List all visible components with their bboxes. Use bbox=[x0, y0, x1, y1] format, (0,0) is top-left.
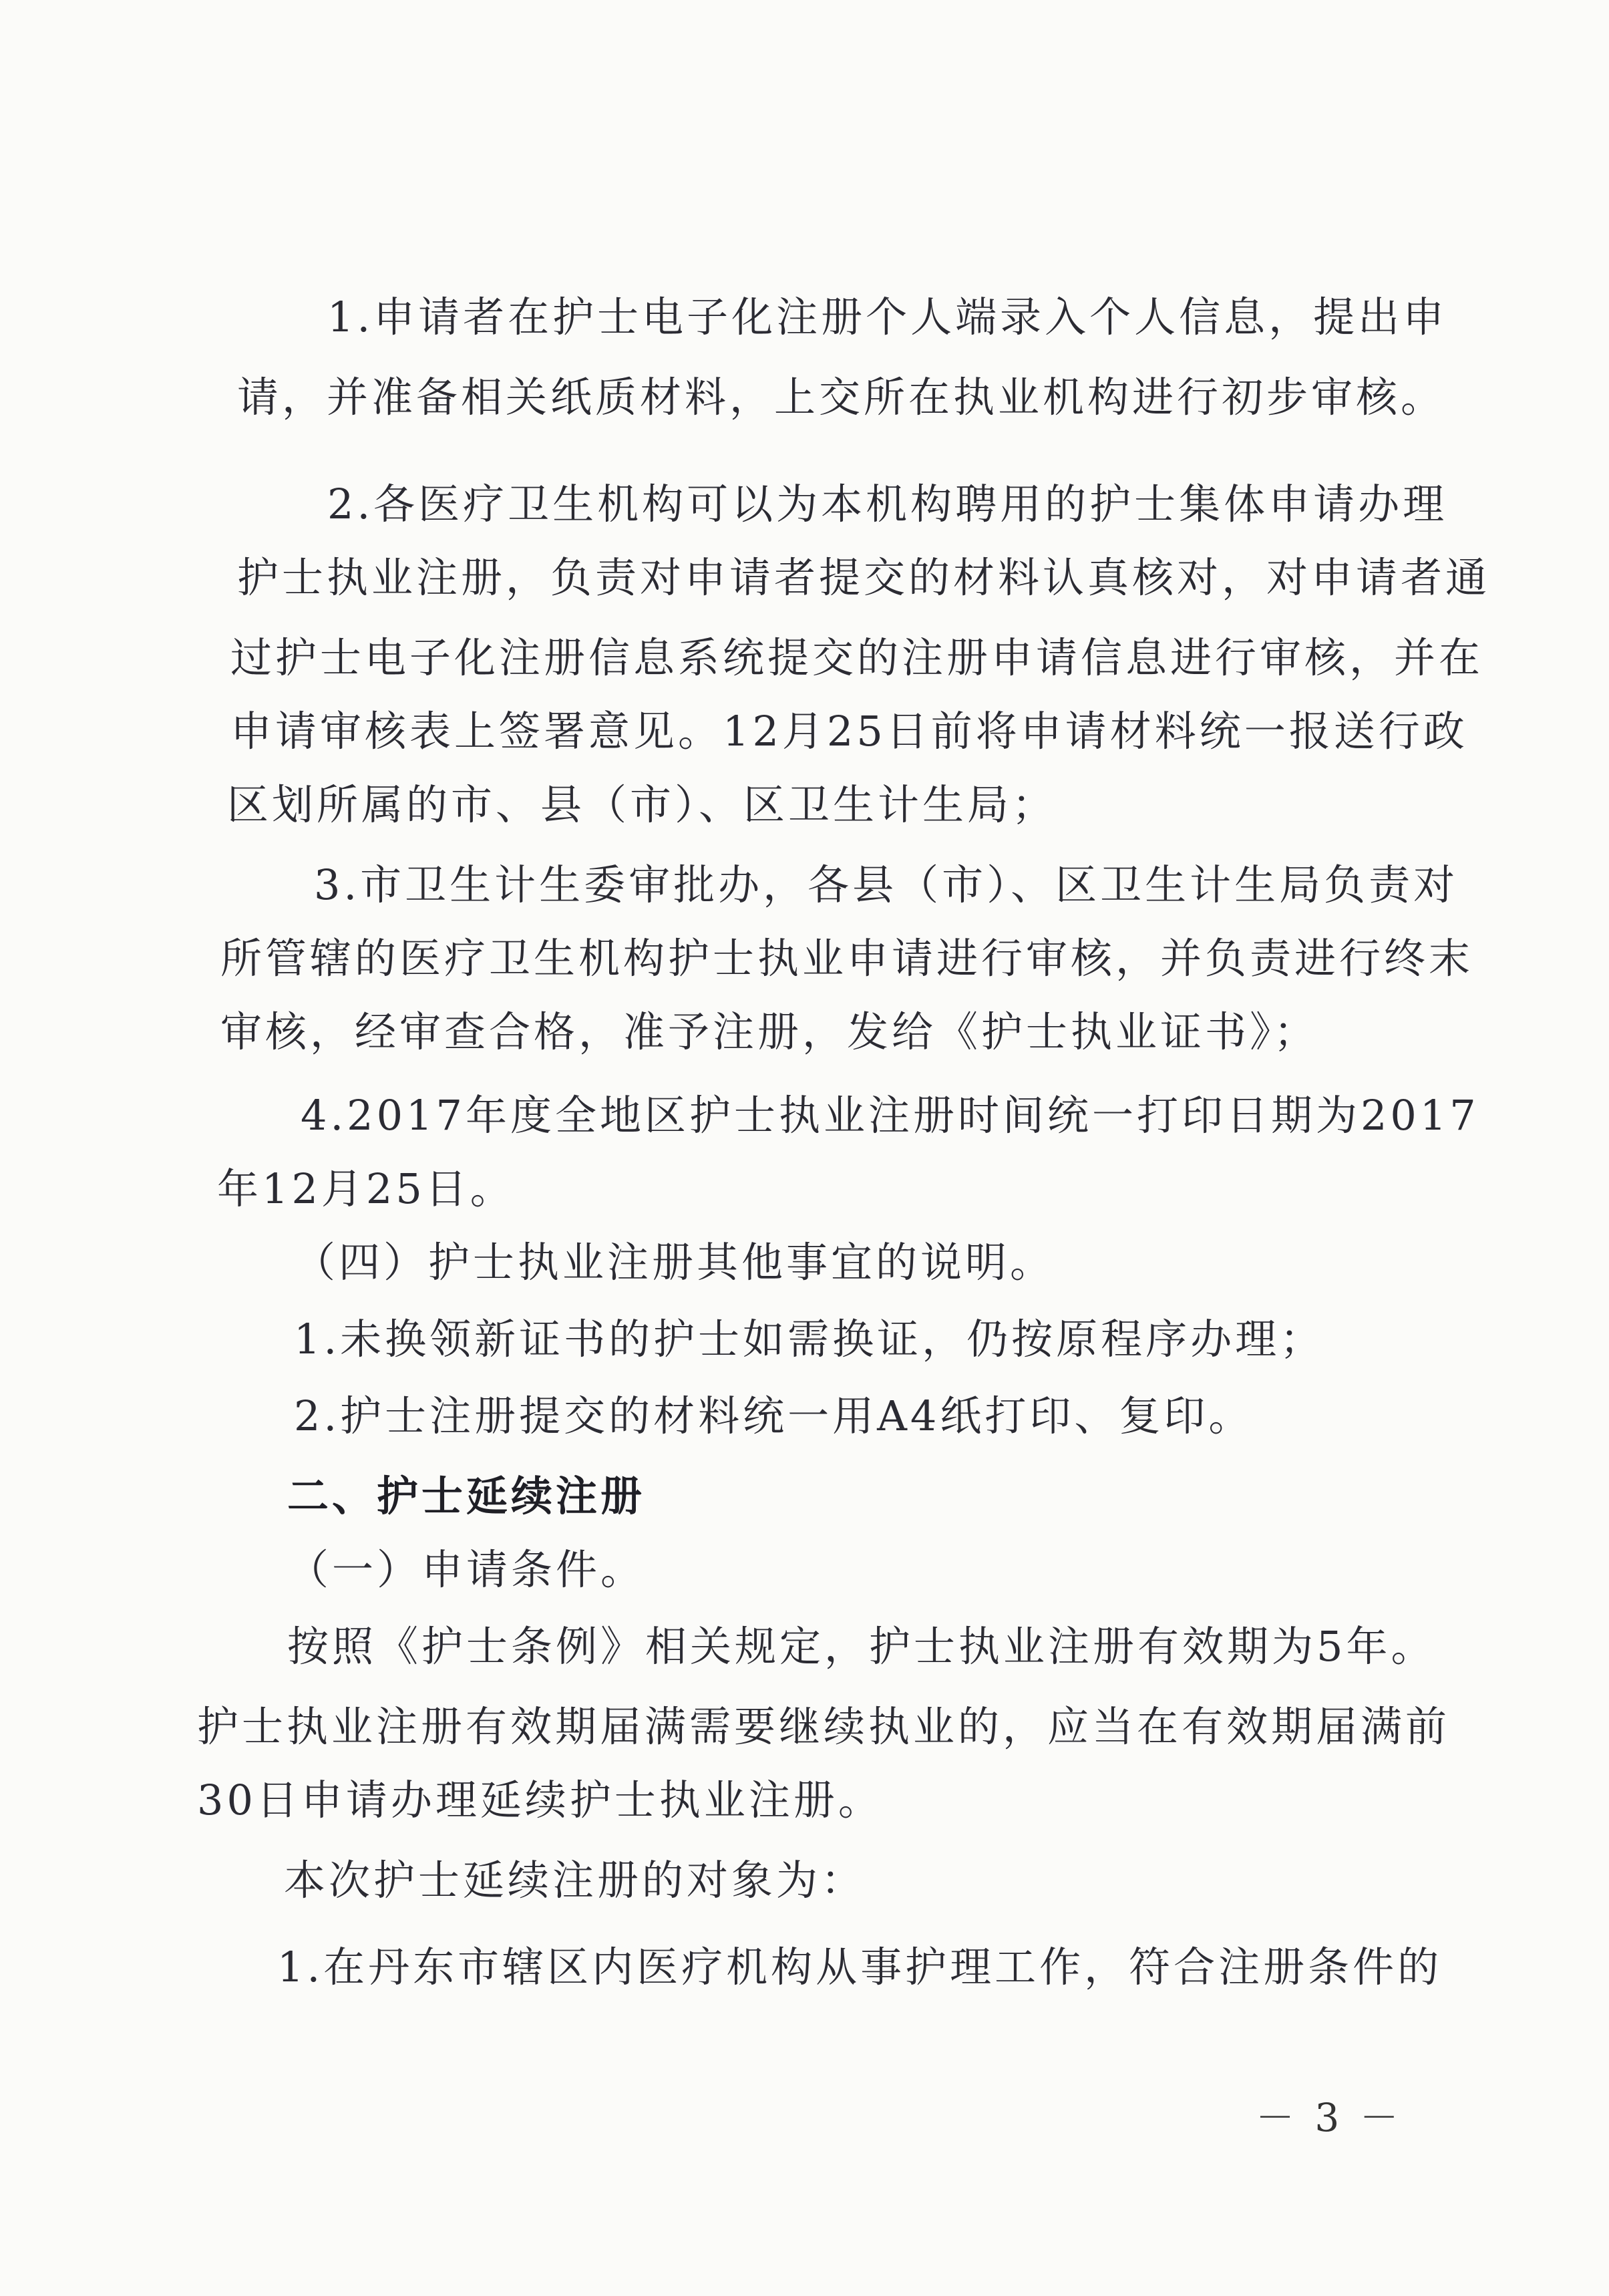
para-line-9: 所管辖的医疗卫生机构护士执业申请进行审核，并负责进行终末 bbox=[220, 934, 1474, 983]
para-line-10: 审核，经审查合格，准予注册，发给《护士执业证书》； bbox=[220, 1007, 1319, 1056]
para-line-13: 1.未换领新证书的护士如需换证，仍按原程序办理； bbox=[294, 1315, 1325, 1363]
para-line-4: 护士执业注册，负责对申请者提交的材料认真核对，对申请者通 bbox=[237, 553, 1491, 602]
chapter-heading-2: 二、护士延续注册 bbox=[287, 1472, 646, 1520]
para-line-18: 本次护士延续注册的对象为： bbox=[284, 1856, 866, 1905]
para-line-12: 年12月25日。 bbox=[217, 1164, 515, 1213]
section-heading-4: （四）护士执业注册其他事宜的说明。 bbox=[294, 1238, 1055, 1287]
para-line-19: 1.在丹东市辖区内医疗机构从事护理工作，符合注册条件的 bbox=[277, 1943, 1443, 1991]
para-line-2: 请，并准备相关纸质材料，上交所在执业机构进行初步审核。 bbox=[237, 373, 1446, 422]
para-line-11: 4.2017年度全地区护士执业注册时间统一打印日期为2017 bbox=[301, 1091, 1479, 1140]
para-line-16: 护士执业注册有效期届满需要继续执业的，应当在有效期届满前 bbox=[197, 1702, 1451, 1751]
para-line-6: 申请审核表上签署意见。12月25日前将申请材料统一报送行政 bbox=[230, 707, 1468, 756]
section-heading-1: （一）申请条件。 bbox=[287, 1545, 646, 1594]
para-line-17: 30日申请办理延续护士执业注册。 bbox=[197, 1776, 883, 1824]
para-line-7: 区划所属的市、县（市）、区卫生计生局； bbox=[227, 780, 1057, 829]
page-number: － 3 － bbox=[1256, 2095, 1403, 2140]
para-line-3: 2.各医疗卫生机构可以为本机构聘用的护士集体申请办理 bbox=[327, 480, 1448, 528]
para-line-5: 过护士电子化注册信息系统提交的注册申请信息进行审核，并在 bbox=[230, 633, 1484, 682]
para-line-1: 1.申请者在护士电子化注册个人端录入个人信息，提出申 bbox=[327, 293, 1448, 341]
para-line-15: 按照《护士条例》相关规定，护士执业注册有效期为5年。 bbox=[287, 1622, 1436, 1671]
para-line-8: 3.市卫生计生委审批办，各县（市）、区卫生计生局负责对 bbox=[314, 860, 1459, 909]
para-line-14: 2.护士注册提交的材料统一用A4纸打印、复印。 bbox=[294, 1391, 1254, 1440]
